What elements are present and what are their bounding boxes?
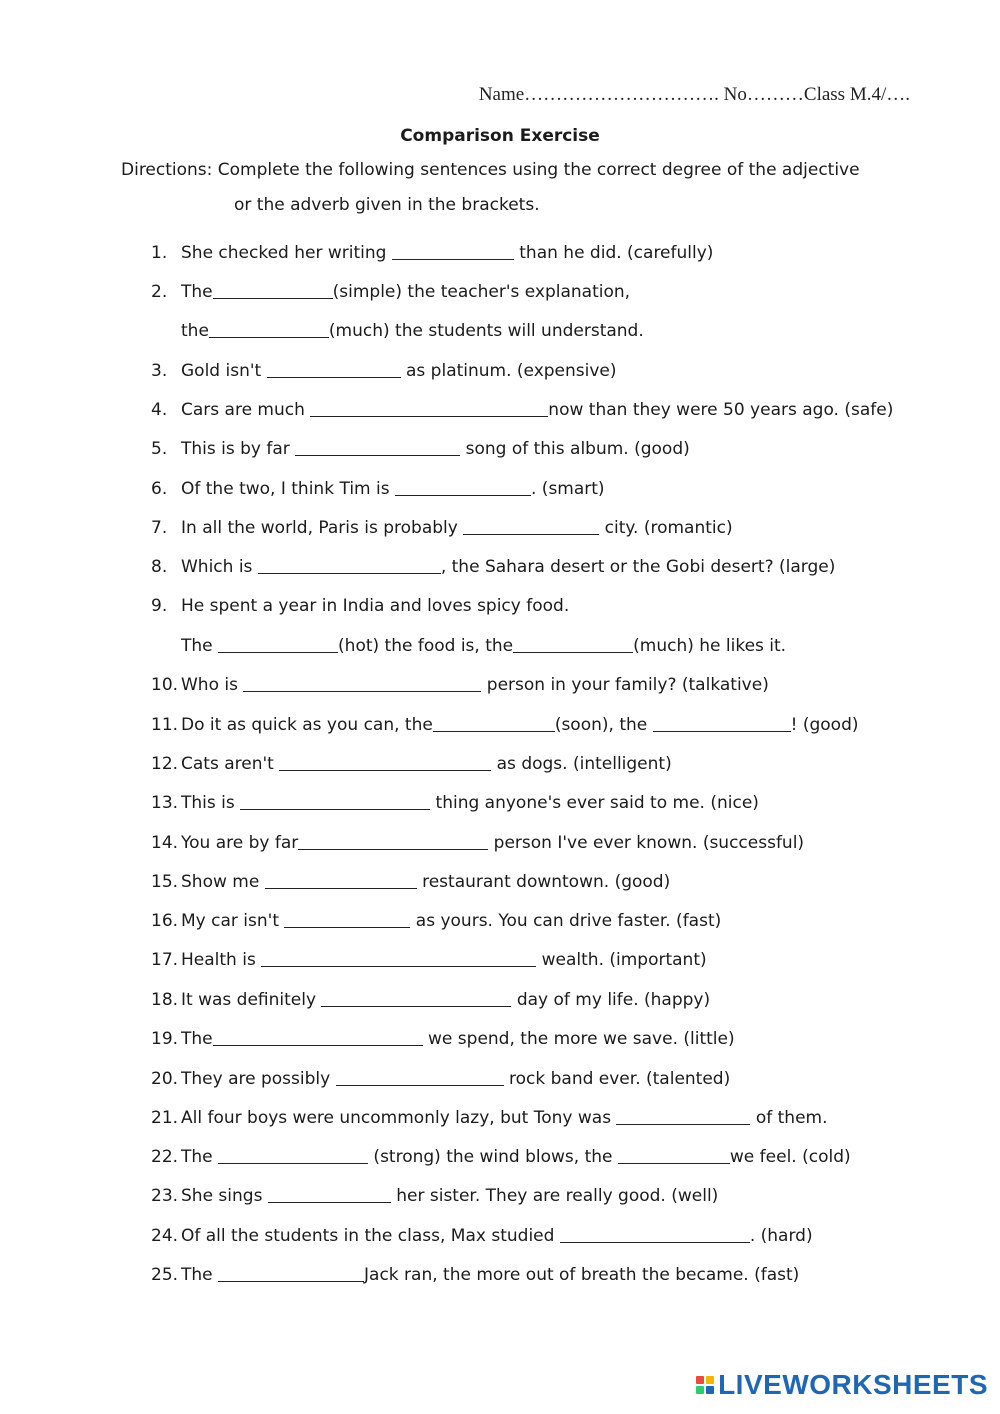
question-text: day of my life. (happy) — [511, 990, 711, 1010]
question-text: restaurant downtown. (good) — [416, 872, 671, 892]
question-text: rock band ever. (talented) — [503, 1069, 731, 1089]
question-text: Which is — [181, 557, 258, 577]
question-20 — [151, 1068, 730, 1089]
question-text: Health is — [181, 950, 262, 970]
question-text: now than they were 50 years ago. (safe) — [548, 400, 894, 420]
answer-blank[interactable] — [284, 910, 410, 928]
question-text: as yours. You can drive faster. (fast) — [410, 911, 722, 931]
question-text: as platinum. (expensive) — [400, 361, 617, 381]
question-9-continued — [181, 635, 786, 656]
question-number: 21. — [151, 1108, 179, 1128]
question-number: 9. — [151, 596, 168, 616]
question-11 — [151, 714, 859, 735]
question-number: 10. — [151, 675, 179, 695]
question-24 — [151, 1225, 813, 1246]
question-2-continued — [181, 320, 644, 341]
liveworksheets-logo — [696, 1370, 988, 1400]
question-text: The — [181, 1265, 219, 1285]
question-number: 23. — [151, 1186, 179, 1206]
answer-blank[interactable] — [395, 478, 531, 496]
question-number: 1. — [151, 243, 168, 263]
question-6 — [151, 478, 605, 499]
question-number: 8. — [151, 557, 168, 577]
question-text: My car isn't — [181, 911, 285, 931]
question-number: 25. — [151, 1265, 179, 1285]
question-text: All four boys were uncommonly lazy, but Tony was — [181, 1108, 617, 1128]
directions-line-1: Directions: Complete the following sentences using the correct degree of the adjective — [121, 160, 860, 180]
question-text: wealth. (important) — [536, 950, 707, 970]
question-text: of them. — [750, 1108, 828, 1128]
answer-blank[interactable] — [218, 1264, 364, 1282]
answer-blank[interactable] — [433, 714, 555, 732]
question-text: city. (romantic) — [599, 518, 733, 538]
question-text: . (smart) — [531, 479, 605, 499]
question-text: (strong) the wind blows, the — [368, 1147, 618, 1167]
question-15 — [151, 871, 670, 892]
question-number: 12. — [151, 754, 179, 774]
question-number: 3. — [151, 361, 168, 381]
question-12 — [151, 753, 672, 774]
question-text: She checked her writing — [181, 243, 392, 263]
question-text: as dogs. (intelligent) — [491, 754, 672, 774]
answer-blank[interactable] — [463, 517, 599, 535]
question-text: (much) the students will understand. — [328, 321, 644, 341]
question-22 — [151, 1146, 851, 1167]
answer-blank[interactable] — [243, 674, 481, 692]
question-text: Who is — [181, 675, 244, 695]
question-text: (soon), the — [554, 715, 653, 735]
answer-blank[interactable] — [560, 1225, 750, 1243]
question-17 — [151, 949, 707, 970]
answer-blank[interactable] — [279, 753, 491, 771]
question-text: It was definitely — [181, 990, 322, 1010]
question-2 — [151, 281, 630, 302]
answer-blank[interactable] — [653, 714, 791, 732]
question-number: 17. — [151, 950, 179, 970]
question-number: 24. — [151, 1226, 179, 1246]
question-number: 2. — [151, 282, 168, 302]
question-text: The — [181, 636, 219, 656]
question-text: , the Sahara desert or the Gobi desert? (large) — [440, 557, 836, 577]
question-text: thing anyone's ever said to me. (nice) — [430, 793, 759, 813]
question-10 — [151, 674, 769, 695]
question-text: . (hard) — [749, 1226, 813, 1246]
question-21 — [151, 1107, 828, 1128]
question-19 — [151, 1028, 735, 1049]
question-16 — [151, 910, 721, 931]
answer-blank[interactable] — [213, 1028, 423, 1046]
question-number: 11. — [151, 715, 179, 735]
question-text: Show me — [181, 872, 265, 892]
question-number: 15. — [151, 872, 179, 892]
answer-blank[interactable] — [240, 792, 430, 810]
question-text: (simple) the teacher's explanation, — [332, 282, 631, 302]
answer-blank[interactable] — [218, 635, 338, 653]
logo-mark-icon — [696, 1376, 714, 1394]
question-text: person I've ever known. (successful) — [488, 833, 805, 853]
question-number: 4. — [151, 400, 168, 420]
answer-blank[interactable] — [616, 1107, 750, 1125]
question-text: Of the two, I think Tim is — [181, 479, 395, 499]
question-text: Cars are much — [181, 400, 311, 420]
question-text: The — [181, 1147, 219, 1167]
question-text: Gold isn't — [181, 361, 267, 381]
question-18 — [151, 989, 710, 1010]
question-text: The — [181, 1029, 213, 1049]
question-text: we spend, the more we save. (little) — [422, 1029, 735, 1049]
question-8 — [151, 556, 835, 577]
question-text: He spent a year in India and loves spicy food. — [181, 596, 570, 616]
answer-blank[interactable] — [392, 242, 514, 260]
question-text: In all the world, Paris is probably — [181, 518, 464, 538]
question-14 — [151, 832, 804, 853]
question-25 — [151, 1264, 799, 1285]
answer-blank[interactable] — [618, 1146, 730, 1164]
question-3 — [151, 360, 617, 381]
question-number: 19. — [151, 1029, 179, 1049]
answer-blank[interactable] — [321, 989, 511, 1007]
logo-text: LIVEWORKSHEETS — [718, 1369, 988, 1400]
directions-line-2: or the adverb given in the brackets. — [234, 195, 540, 215]
question-text: we feel. (cold) — [729, 1147, 851, 1167]
question-text: Cats aren't — [181, 754, 280, 774]
question-text: Do it as quick as you can, the — [181, 715, 433, 735]
question-text: This is by far — [181, 439, 296, 459]
question-number: 6. — [151, 479, 168, 499]
question-number: 16. — [151, 911, 179, 931]
question-text: than he did. (carefully) — [513, 243, 714, 263]
question-7 — [151, 517, 733, 538]
question-text: song of this album. (good) — [460, 439, 690, 459]
question-text: her sister. They are really good. (well) — [390, 1186, 719, 1206]
question-text: They are possibly — [181, 1069, 336, 1089]
answer-blank[interactable] — [336, 1068, 504, 1086]
answer-blank[interactable] — [513, 635, 633, 653]
question-number: 22. — [151, 1147, 179, 1167]
question-13 — [151, 792, 759, 813]
question-number: 18. — [151, 990, 179, 1010]
question-text: This is — [181, 793, 241, 813]
question-text: (much) he likes it. — [633, 636, 787, 656]
student-info-header: Name…………………………. No………Class M.4/…. — [478, 84, 910, 105]
question-text: The — [181, 282, 213, 302]
answer-blank[interactable] — [218, 1146, 368, 1164]
answer-blank[interactable] — [295, 438, 460, 456]
answer-blank[interactable] — [209, 320, 329, 338]
question-text: Jack ran, the more out of breath the became. (fast) — [364, 1265, 800, 1285]
answer-blank[interactable] — [310, 399, 548, 417]
answer-blank[interactable] — [261, 949, 536, 967]
question-9 — [151, 596, 569, 616]
answer-blank[interactable] — [265, 871, 417, 889]
answer-blank[interactable] — [267, 360, 401, 378]
question-text: the — [181, 321, 209, 341]
question-text: person in your family? (talkative) — [481, 675, 769, 695]
question-5 — [151, 438, 690, 459]
question-23 — [151, 1185, 718, 1206]
question-1 — [151, 242, 713, 263]
question-number: 20. — [151, 1069, 179, 1089]
question-number: 7. — [151, 518, 168, 538]
answer-blank[interactable] — [258, 556, 441, 574]
answer-blank[interactable] — [268, 1185, 391, 1203]
answer-blank[interactable] — [213, 281, 333, 299]
answer-blank[interactable] — [298, 832, 488, 850]
question-text: She sings — [181, 1186, 268, 1206]
question-number: 13. — [151, 793, 179, 813]
question-text: ! (good) — [790, 715, 859, 735]
question-number: 14. — [151, 833, 179, 853]
question-text: (hot) the food is, the — [338, 636, 514, 656]
question-text: Of all the students in the class, Max studied — [181, 1226, 560, 1246]
question-text: You are by far — [181, 833, 299, 853]
question-4 — [151, 399, 893, 420]
question-number: 5. — [151, 439, 168, 459]
worksheet-title: Comparison Exercise — [400, 126, 600, 146]
